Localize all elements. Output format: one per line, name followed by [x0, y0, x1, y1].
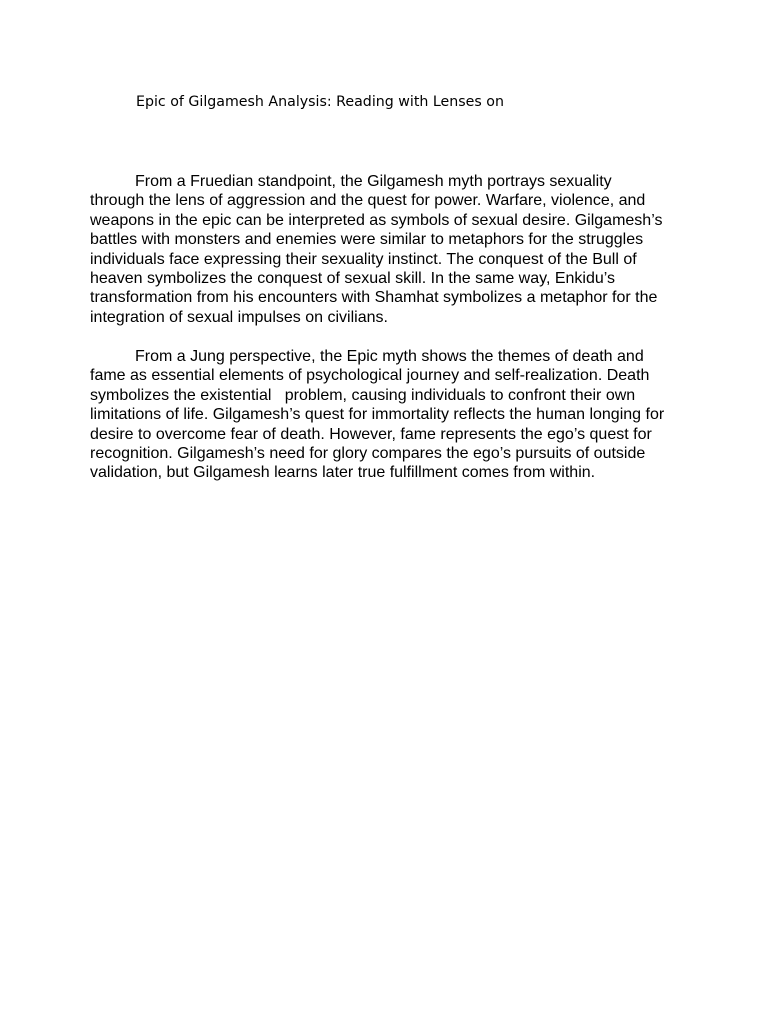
paragraph-line: limitations of life. Gilgamesh’s quest for immortality reflects the human longing for: [90, 406, 665, 424]
paragraph-line: integration of sexual impulses on civilians.: [90, 308, 388, 326]
paragraph-line: heaven symbolizes the conquest of sexual skill. In the same way, Enkidu’s: [90, 270, 616, 288]
paragraph-line: From a Jung perspective, the Epic myth shows the themes of death and: [135, 348, 644, 365]
paragraph-line: transformation from his encounters with Shamhat symbolizes a metaphor for the: [90, 289, 658, 307]
paragraph-line: through the lens of aggression and the quest for power. Warfare, violence, and: [90, 192, 646, 210]
document-title: Epic of Gilgamesh Analysis: Reading with Lenses on: [136, 94, 504, 110]
paragraph-line: symbolizes the existential problem, causing individuals to confront their own: [90, 386, 636, 404]
paragraph-freudian: [90, 172, 690, 327]
paragraph-jungian: [90, 347, 690, 483]
paragraph-line: recognition. Gilgamesh’s need for glory compares the ego’s pursuits of outside: [90, 445, 646, 463]
paragraph-line: fame as essential elements of psychological journey and self-realization. Death: [90, 367, 650, 385]
paragraph-line: weapons in the epic can be interpreted as symbols of sexual desire. Gilgamesh’s: [90, 211, 663, 229]
paragraph-line: individuals face expressing their sexuality instinct. The conquest of the Bull of: [90, 250, 637, 268]
paragraph-line: validation, but Gilgamesh learns later true fulfillment comes from within.: [90, 464, 596, 482]
paragraph-line: From a Fruedian standpoint, the Gilgamesh myth portrays sexuality: [135, 173, 612, 190]
paragraph-line: desire to overcome fear of death. However, fame represents the ego’s quest for: [90, 425, 652, 443]
paragraph-line: battles with monsters and enemies were similar to metaphors for the struggles: [90, 231, 644, 249]
